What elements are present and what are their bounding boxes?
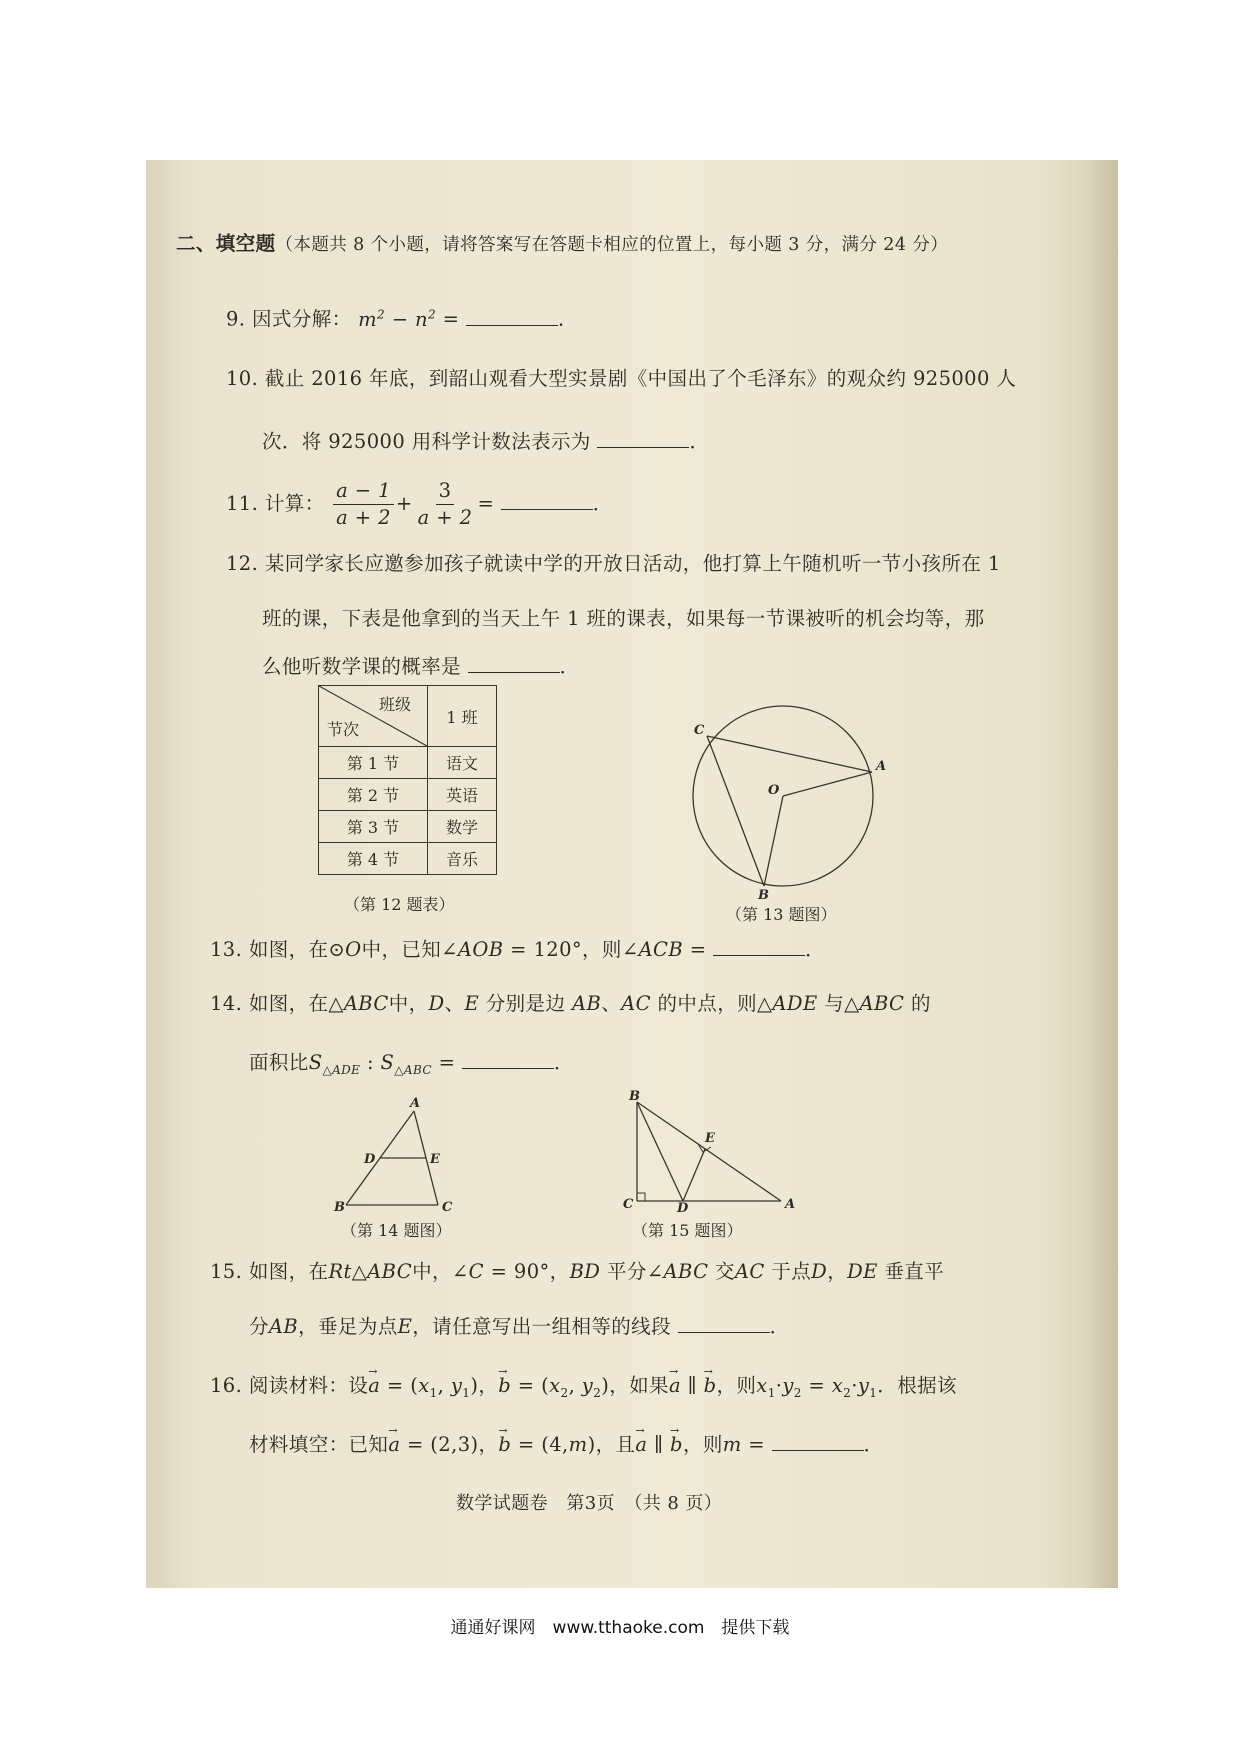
question-text: 某同学家长应邀参加孩子就读中学的开放日活动，他打算上午随机听一节小孩所在 1 [264, 552, 1001, 575]
site-footer[interactable]: 通通好课网 www.tthaoke.com 提供下载 [450, 1618, 790, 1638]
table-corner-cell [319, 686, 428, 747]
table-cell-subject: 音乐 [428, 843, 497, 875]
table-cell-period: 第 2 节 [319, 779, 428, 811]
figure-13-circle [676, 700, 906, 900]
question-text: 么他听数学课的概率是 [262, 655, 462, 678]
point-label: A [876, 759, 887, 774]
point-label: C [623, 1197, 634, 1212]
question-text: 平分∠ [606, 1260, 664, 1283]
question-text: ，则 [682, 1433, 723, 1456]
table-cell-subject: 数学 [428, 811, 497, 843]
question-text: 因式分解： [252, 307, 352, 331]
question-text: ，且 [595, 1433, 636, 1456]
question-text: 与△ [824, 992, 860, 1015]
question-number: 12. [226, 552, 259, 575]
figure-14-triangle [326, 1095, 496, 1213]
question-text: 次．将 925000 用科学计数法表示为 [262, 430, 591, 453]
question-text: 交 [715, 1260, 735, 1283]
question-text: 于点 [771, 1260, 812, 1283]
table-cell-period: 第 3 节 [319, 811, 428, 843]
answer-blank [713, 935, 805, 956]
point-label: D [364, 1152, 376, 1167]
question-10-line-1 [226, 365, 1016, 393]
answer-blank [468, 652, 560, 673]
question-text: 面积比 [249, 1051, 309, 1074]
section-title: 二、填空题 [176, 232, 276, 255]
corner-top-label: 班级 [378, 695, 411, 714]
question-text: 班的课，下表是他拿到的当天上午 1 班的课表，如果每一节课被听的机会均等，那 [262, 607, 985, 630]
exam-page-footer: 数学试题卷 第3页 （共 8 页） [456, 1493, 723, 1514]
question-text: 中，已知∠ [361, 938, 458, 961]
question-text: 中， [412, 1260, 452, 1283]
point-label: D [677, 1201, 689, 1213]
question-12-line-2 [262, 605, 985, 633]
table-cell-subject: 英语 [428, 779, 497, 811]
question-10-line-2: 次．将 925000 用科学计数法表示为 ． [262, 427, 709, 456]
question-text: ，垂足为点 [298, 1315, 398, 1338]
question-16-line-2: 材料填空：已知→ a = (2,3)，→ b = (4,m)，且→ a ∥ → b，则m = ． [249, 1430, 884, 1459]
question-15-line-1: 15. 如图，在Rt△ABC中，∠C = 90°，BD 平分∠ABC 交AC 于点D，DE 垂直平 [210, 1260, 945, 1283]
table-row [319, 811, 497, 843]
point-label: B [758, 888, 769, 900]
answer-blank [501, 489, 593, 510]
section-instructions: （本题共 8 个小题，请将答案写在答题卡相应的位置上，每小题 3 分，满分 24 分） [275, 235, 949, 255]
question-14-line-2: 面积比$S_{\triangle ADE}$ : $S_{\triangle ABC}$ = ． [249, 1048, 574, 1084]
point-label: O [768, 783, 780, 798]
table-row [319, 843, 497, 875]
question-text: 材料填空：已知 [249, 1433, 389, 1456]
question-text: 分 [249, 1315, 269, 1338]
answer-blank [597, 427, 689, 448]
point-label: E [430, 1152, 440, 1167]
question-number: 10. [226, 367, 259, 390]
question-number: 16. [210, 1374, 243, 1397]
corner-bottom-label: 节次 [327, 720, 360, 739]
table-cell-period: 第 1 节 [319, 747, 428, 779]
question-text: 如图，在⊙ [248, 938, 346, 961]
fraction-2: $\frac{3}{a + 2}$ [417, 479, 473, 529]
question-text: 阅读材料：设 [248, 1374, 369, 1397]
section-header [176, 230, 948, 259]
table-column-header: 1 班 [428, 686, 497, 747]
point-label: B [334, 1200, 345, 1213]
question-number: 13. [210, 938, 243, 961]
question-number: 11. [226, 492, 259, 515]
point-label: C [694, 723, 705, 738]
question-text: 的中点，则△ [657, 992, 773, 1015]
table-cell-subject: 语文 [428, 747, 497, 779]
point-label: A [410, 1096, 421, 1111]
question-text: ，则∠ [582, 938, 639, 961]
figure-15-right-triangle [601, 1088, 801, 1213]
question-text: 中， [388, 992, 429, 1015]
table-caption: （第 12 题表） [344, 895, 455, 914]
fraction-1: $\frac{a - 1}{a + 2}$ [333, 478, 394, 531]
answer-blank [462, 1048, 554, 1069]
question-number: 14. [210, 992, 243, 1015]
point-label: B [629, 1089, 640, 1104]
question-9: 9. 因式分解： $m^2 - n^2$ = ． [226, 300, 578, 334]
question-text: 分别是边 [485, 992, 566, 1015]
table-header-row [319, 686, 497, 747]
figure-13-caption: （第 13 题图） [726, 905, 837, 924]
question-12-line-1 [226, 550, 1001, 578]
table-row [319, 779, 497, 811]
point-label: A [785, 1197, 796, 1212]
question-text: 的 [911, 992, 931, 1015]
question-text: 计算： [264, 492, 325, 515]
question-text: ．根据该 [877, 1374, 957, 1397]
point-label: C [442, 1200, 453, 1213]
question-text: ，如果 [609, 1374, 669, 1397]
math-expression: $m^2 - n^2$ [358, 307, 437, 331]
question-text: 如图，在△ [248, 992, 344, 1015]
question-text: 垂直平 [884, 1260, 945, 1283]
question-text: ，请任意写出一组相等的线段 [412, 1315, 671, 1338]
table-cell-period: 第 4 节 [319, 843, 428, 875]
answer-blank [772, 1430, 864, 1451]
question-13: 13. 如图，在⊙O中，已知∠AOB = 120°，则∠ACB = ． [210, 935, 825, 964]
question-number: 9. [226, 307, 246, 331]
question-14-line-1: 14. 如图，在△ABC中，D、E 分别是边 AB、AC 的中点，则△ADE 与△ABC 的 [210, 992, 931, 1015]
question-12-line-3: 么他听数学课的概率是 ． [262, 652, 580, 681]
table-row [319, 747, 497, 779]
answer-blank [678, 1312, 770, 1333]
figure-14-caption: （第 14 题图） [341, 1221, 452, 1240]
question-15-line-2: 分AB，垂足为点E，请任意写出一组相等的线段 ． [249, 1312, 790, 1341]
question-text: 截止 2016 年底，到韶山观看大型实景剧《中国出了个毛泽东》的观众约 925000 人 [264, 367, 1017, 390]
question-text: ，则 [716, 1374, 757, 1397]
question-number: 15. [210, 1260, 243, 1283]
answer-blank [466, 305, 558, 326]
question-16-line-1: 16. 阅读材料：设→ $a = (x_1$, $y_1$)，→ $b = (x_2$, $y_2$)，如果→ a ∥ → b，则$x_1\cdot y_2 = x_2\cdot y_1$．根据该 [210, 1372, 957, 1407]
figure-15-caption: （第 15 题图） [632, 1221, 743, 1240]
question-text: 如图，在 [248, 1260, 329, 1283]
point-label: E [705, 1131, 715, 1146]
exam-page-photo [146, 160, 1118, 1588]
class-schedule-table [318, 685, 497, 875]
question-11: 11. 计算： $\frac{a - 1}{a + 2}$ + $\frac{3}{a + 2}$ = ． [226, 479, 613, 529]
